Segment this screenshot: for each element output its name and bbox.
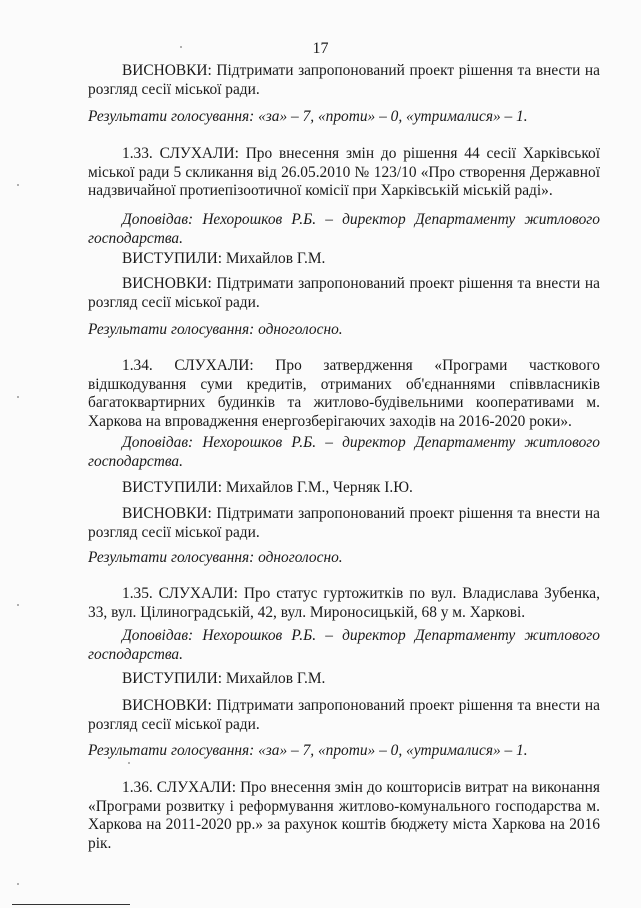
heard-item-1-35: 1.35. СЛУХАЛИ: Про статус гуртожитків по вул. Владислава Зубенка, 33, вул. Цілиноградській, 42, вул. Мироносицькій, 68 у м. Харкові. [88, 585, 600, 621]
heard-item-1-34: 1.34. СЛУХАЛИ: Про затвердження «Програми часткового відшкодування суми кредитів, отриманих об'єднаннями співвласників багатоквартирних будинків та житлово-будівельними кооперативами м. Харкова на впровадження енергозберігаючих заходів на 2016-2020 роки». [88, 357, 600, 430]
conclusions-paragraph: ВИСНОВКИ: Підтримати запропонований проект рішення та внести на розгляд сесії міської ради. [88, 697, 600, 733]
reporter-paragraph: Доповідав: Нехорошков Р.Б. – директор Департаменту житлового господарства. [88, 211, 600, 247]
heard-item-1-33: 1.33. СЛУХАЛИ: Про внесення змін до рішення 44 сесії Харківської міської ради 5 скликання від 26.05.2010 № 123/10 «Про створення Державної надзвичайної протиепізоотичної комісії при Харківській міській раді». [88, 145, 600, 199]
voting-results: Результати голосування: «за» – 7, «проти» – 0, «утрималися» – 1. [88, 108, 528, 125]
footer-rule [12, 904, 130, 905]
speakers-paragraph: ВИСТУПИЛИ: Михайлов Г.М. [122, 250, 326, 267]
voting-results: Результати голосування: одноголосно. [88, 549, 343, 566]
conclusions-paragraph: ВИСНОВКИ: Підтримати запропонований проект рішення та внести на розгляд сесії міської ради. [88, 275, 600, 311]
scan-dot [180, 46, 182, 48]
voting-results: Результати голосування: одноголосно. [88, 321, 343, 338]
reporter-paragraph: Доповідав: Нехорошков Р.Б. – директор Департаменту житлового господарства. [88, 627, 600, 663]
conclusions-paragraph: ВИСНОВКИ: Підтримати запропонований проект рішення та внести на розгляд сесії міської ради. [88, 505, 600, 541]
heard-item-1-36: 1.36. СЛУХАЛИ: Про внесення змін до кошторисів витрат на виконання «Програми розвитку і реформування житлово-комунального господарства м. Харкова на 2011-2020 рр.» за рахунок коштів бюджету міста Харкова на 2016 рік. [88, 779, 600, 852]
conclusions-paragraph: ВИСНОВКИ: Підтримати запропонований проект рішення та внести на розгляд сесії міської ради. [88, 62, 600, 98]
scan-dot [17, 396, 19, 398]
scan-dot [128, 762, 130, 764]
scan-dot [17, 604, 19, 606]
scan-dot [17, 883, 19, 885]
speakers-paragraph: ВИСТУПИЛИ: Михайлов Г.М., Черняк І.Ю. [122, 479, 413, 496]
reporter-paragraph: Доповідав: Нехорошков Р.Б. – директор Департаменту житлового господарства. [88, 434, 600, 470]
scan-dot [17, 184, 19, 186]
voting-results: Результати голосування: «за» – 7, «проти» – 0, «утрималися» – 1. [88, 742, 528, 759]
page-number: 17 [312, 40, 329, 57]
speakers-paragraph: ВИСТУПИЛИ: Михайлов Г.М. [122, 670, 326, 687]
